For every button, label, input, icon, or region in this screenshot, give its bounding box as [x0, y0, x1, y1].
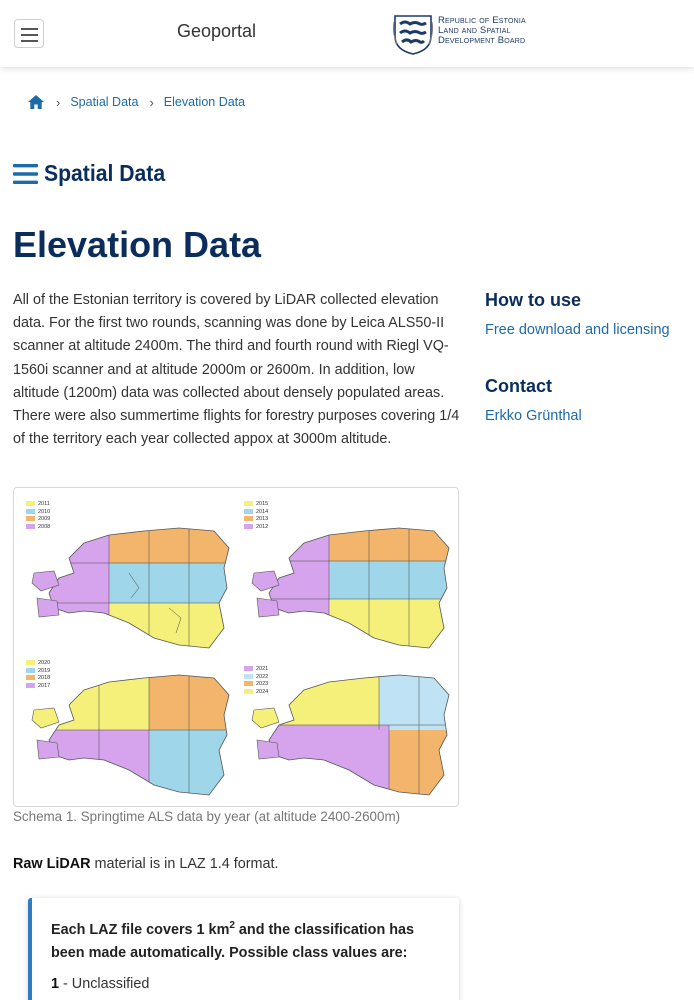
class-number: 1	[51, 976, 60, 992]
section-title: Spatial Data	[44, 160, 166, 186]
legend-item: 2008	[26, 524, 50, 532]
breadcrumb-spatial-data[interactable]: Spatial Data	[70, 95, 139, 109]
site-header	[0, 0, 694, 67]
breadcrumb-elevation-data[interactable]: Elevation Data	[163, 95, 246, 109]
hamburger-icon	[21, 28, 38, 30]
contact-heading: Contact	[485, 376, 552, 396]
map-2008-2011	[29, 513, 234, 653]
brand-title[interactable]: Geoportal	[177, 21, 257, 41]
classification-info-box	[28, 898, 459, 1000]
raw-lidar-bold: Raw LiDAR	[13, 856, 91, 872]
class-label: - Unclassified	[59, 976, 150, 992]
raw-lidar-text: material is in LAZ 1.4 format.	[90, 856, 279, 872]
map-2017-2020	[29, 660, 234, 800]
legend-item: 2017	[26, 683, 50, 691]
how-to-use-heading: How to use	[485, 290, 582, 310]
free-download-link[interactable]: Free download and licensing	[485, 322, 670, 338]
page-title: Elevation Data	[13, 224, 262, 265]
legend-item: 2024	[244, 689, 268, 697]
legend-item: 2023	[244, 681, 268, 689]
coat-of-arms-icon	[392, 12, 434, 56]
legend-item: 2021	[244, 666, 268, 674]
legend-item: 2010	[26, 509, 50, 517]
section-menu-toggle[interactable]	[13, 160, 176, 187]
logo-text: Republic of Estonia Land and Spatial Development Board	[438, 15, 526, 46]
legend-item: 2019	[26, 668, 50, 676]
class-item	[51, 976, 149, 992]
home-icon[interactable]	[27, 94, 45, 110]
breadcrumb	[27, 92, 245, 112]
legend-item: 2022	[244, 674, 268, 682]
intro-paragraph: All of the Estonian territory is covered by LiDAR collected elevation data. For the first two rounds, scanning was done by Leica ALS50-II scanner at altitude 2400m. The third and fourth round with Riegl VQ-1560i scanner and at altitude 2000m or 2600m. In addition, low altitude (1200m) data was collected about densely populated areas. There were also summertime flights for forestry purposes covering 1/4 of the territory each year collected appox at 3000m altitude.	[13, 292, 460, 448]
figure-caption: Schema 1. Springtime ALS data by year (at altitude 2400-2600m)	[13, 809, 401, 824]
chevron-right-icon: ›	[56, 94, 61, 110]
legend-item: 2014	[244, 509, 268, 517]
legend-item: 2009	[26, 516, 50, 524]
contact-link[interactable]: Erkko Grünthal	[485, 408, 582, 424]
raw-lidar-paragraph	[13, 856, 279, 872]
legend-item: 2013	[244, 516, 268, 524]
legend-item: 2012	[244, 524, 268, 532]
menu-button[interactable]	[14, 19, 44, 48]
legend-item: 2020	[26, 660, 50, 668]
list-icon	[13, 163, 38, 185]
als-coverage-figure[interactable]	[13, 487, 459, 807]
map-2021-2024	[249, 660, 454, 800]
map-2012-2015	[249, 513, 454, 653]
chevron-right-icon: ›	[149, 94, 154, 110]
info-text: Each LAZ file covers 1 $km^2$ and the classification has been made automatically. Possible class values are:	[51, 920, 415, 961]
legend-item: 2011	[26, 501, 50, 509]
legend-item: 2018	[26, 675, 50, 683]
agency-logo[interactable]	[392, 12, 542, 56]
legend-item: 2015	[244, 501, 268, 509]
